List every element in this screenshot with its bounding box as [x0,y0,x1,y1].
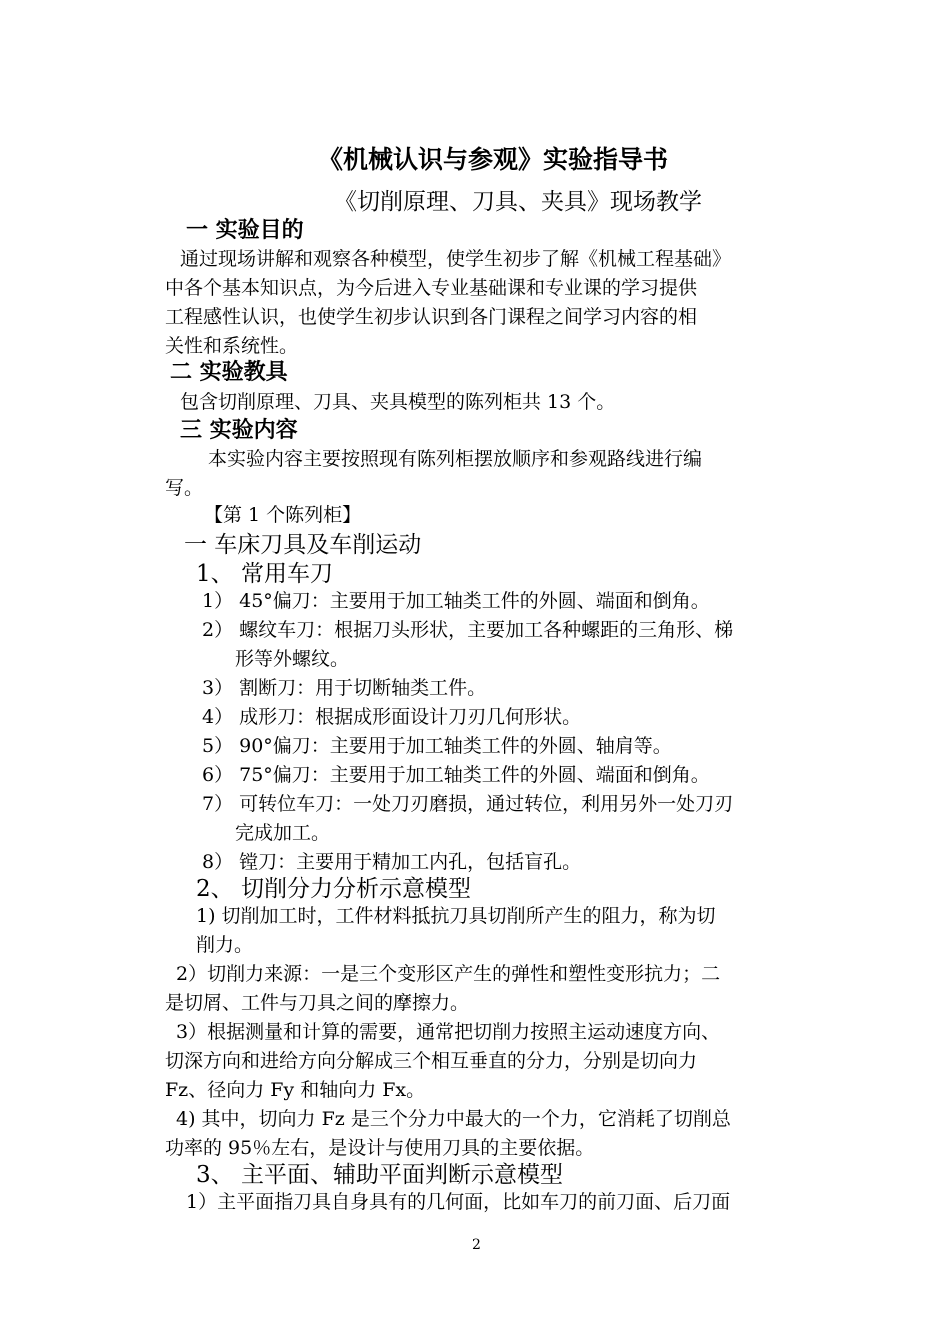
paragraph-line: 4) 其中，切向力 Fz 是三个分力中最大的一个力，它消耗了切削总 [176,1108,731,1130]
paragraph-line: 切深方向和进给方向分解成三个相互垂直的分力，分别是切向力 [165,1050,698,1072]
subtopic-heading: 3、 主平面、辅助平面判断示意模型 [196,1162,563,1188]
paragraph-line: 是切屑、工件与刀具之间的摩擦力。 [165,992,470,1014]
list-item: 1） 45°偏刀：主要用于加工轴类工件的外圆、端面和倒角。 [202,590,710,612]
paragraph-line: 写。 [165,477,204,499]
page-number: 2 [472,1237,481,1253]
paragraph-line: 工程感性认识，也使学生初步认识到各门课程之间学习内容的相 [165,306,698,328]
list-item: 5） 90°偏刀：主要用于加工轴类工件的外圆、轴肩等。 [202,735,672,757]
list-item: 4） 成形刀：根据成形面设计刀刃几何形状。 [202,706,582,728]
topic-heading: 一 车床刀具及车削运动 [184,532,422,558]
paragraph-line: Fz、径向力 Fy 和轴向力 Fx。 [165,1079,426,1101]
list-item: 7） 可转位车刀：一处刀刃磨损，通过转位，利用另外一处刀刃 [202,793,734,815]
list-item: 3） 割断刀：用于切断轴类工件。 [202,677,487,699]
cabinet-label: 【第 1 个陈列柜】 [204,504,362,526]
paragraph-line: 包含切削原理、刀具、夹具模型的陈列柜共 13 个。 [180,391,616,413]
section-heading-equipment: 二 实验教具 [170,360,288,385]
list-item: 6） 75°偏刀：主要用于加工轴类工件的外圆、端面和倒角。 [202,764,710,786]
list-item-continuation: 完成加工。 [235,822,331,844]
paragraph-line: 本实验内容主要按照现有陈列柜摆放顺序和参观路线进行编 [208,448,703,470]
paragraph-line: 通过现场讲解和观察各种模型，使学生初步了解《机械工程基础》 [180,248,732,270]
paragraph-line: 2）切削力来源：一是三个变形区产生的弹性和塑性变形抗力；二 [176,963,721,985]
paragraph-line: 3）根据测量和计算的需要，通常把切削力按照主运动速度方向、 [176,1021,721,1043]
paragraph-line: 削力。 [196,934,254,956]
paragraph-line: 中各个基本知识点，为今后进入专业基础课和专业课的学习提供 [165,277,698,299]
paragraph-line: 关性和系统性。 [165,335,299,357]
paragraph-line: 1）主平面指刀具自身具有的几何面，比如车刀的前刀面、后刀面 [186,1191,731,1213]
subtopic-heading: 2、 切削分力分析示意模型 [196,876,471,902]
document-title: 《机械认识与参观》实验指导书 [318,145,669,174]
section-heading-content: 三 实验内容 [180,418,298,443]
list-item: 2） 螺纹车刀：根据刀头形状，主要加工各种螺距的三角形、梯 [202,619,734,641]
section-heading-purpose: 一 实验目的 [186,218,304,243]
paragraph-line: 1) 切削加工时，工件材料抵抗刀具切削所产生的阻力，称为切 [196,905,716,927]
list-item: 8） 镗刀：主要用于精加工内孔，包括盲孔。 [202,851,582,873]
subtopic-heading: 1、 常用车刀 [196,561,333,587]
document-subtitle: 《切削原理、刀具、夹具》现场教学 [334,189,702,215]
list-item-continuation: 形等外螺纹。 [235,648,350,670]
paragraph-line: 功率的 95％左右，是设计与使用刀具的主要依据。 [165,1137,595,1159]
